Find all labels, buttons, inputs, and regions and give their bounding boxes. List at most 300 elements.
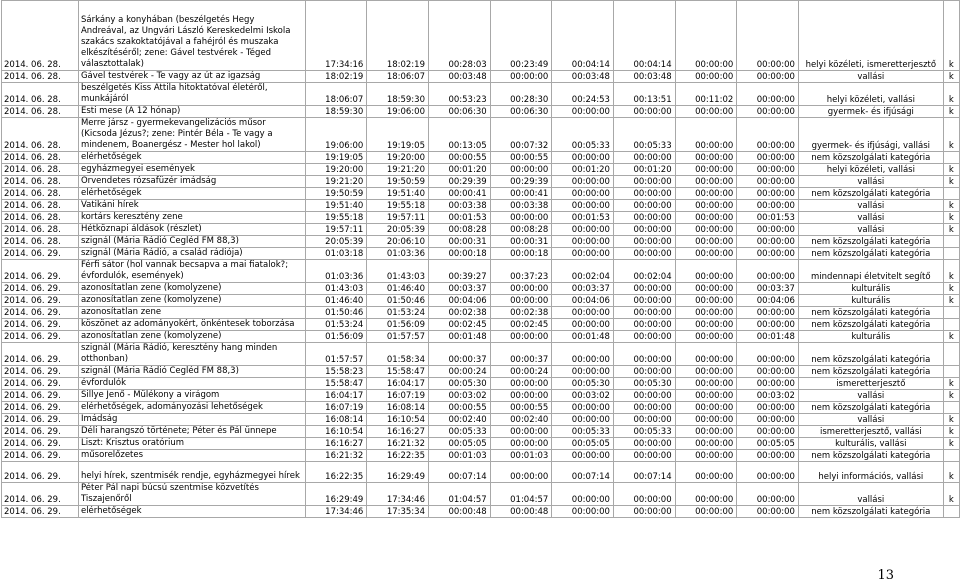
row-time-col4: 00:00:00: [675, 283, 737, 295]
row-time-col4: 00:00:00: [675, 390, 737, 402]
row-time-col3: 00:00:00: [613, 152, 675, 164]
row-time-col5: 00:00:00: [737, 188, 799, 200]
row-time-col1: 00:08:28: [490, 224, 552, 236]
row-time-col3: 00:00:00: [613, 188, 675, 200]
row-time-col3: 00:00:00: [613, 331, 675, 343]
row-date: 2014. 06. 29.: [2, 438, 79, 450]
row-k-flag: [943, 152, 959, 164]
row-category: helyi közéleti, vallási: [798, 83, 943, 106]
table-row: [2, 1, 960, 71]
row-time-col3: 00:00:00: [613, 283, 675, 295]
row-title: szignál (Mária Rádió Cegléd FM 88,3): [78, 366, 305, 378]
table-row: [2, 343, 960, 366]
row-category: nem közszolgálati kategória: [798, 319, 943, 331]
row-duration: 00:01:20: [429, 164, 491, 176]
row-k-flag: k: [943, 283, 959, 295]
row-title: műsorelőzetes: [78, 450, 305, 462]
row-title: helyi hírek, szentmisék rendje, egyházmegyei hírek: [78, 462, 305, 483]
row-end-time: 17:35:34: [367, 506, 429, 518]
row-time-col1: 00:02:45: [490, 319, 552, 331]
row-time-col5: 00:01:48: [737, 331, 799, 343]
row-time-col5: 00:04:06: [737, 295, 799, 307]
table-row: [2, 164, 960, 176]
row-date: 2014. 06. 28.: [2, 118, 79, 152]
row-k-flag: k: [943, 438, 959, 450]
row-date: 2014. 06. 28.: [2, 106, 79, 118]
row-title: azonosítatlan zene (komolyzene): [78, 283, 305, 295]
row-time-col1: 00:29:39: [490, 176, 552, 188]
row-category: helyi közéleti, vallási: [798, 164, 943, 176]
row-date: 2014. 06. 29.: [2, 343, 79, 366]
row-category: vallási: [798, 212, 943, 224]
row-end-time: 16:07:19: [367, 390, 429, 402]
row-time-col4: 00:00:00: [675, 402, 737, 414]
row-time-col2: 00:00:00: [552, 402, 614, 414]
row-time-col1: 00:02:40: [490, 414, 552, 426]
row-time-col2: 00:00:00: [552, 224, 614, 236]
row-end-time: 01:46:40: [367, 283, 429, 295]
row-start-time: 18:06:07: [305, 83, 367, 106]
row-time-col1: 00:00:55: [490, 402, 552, 414]
row-k-flag: k: [943, 331, 959, 343]
row-date: 2014. 06. 29.: [2, 378, 79, 390]
row-duration: 00:13:05: [429, 118, 491, 152]
row-duration: 00:28:03: [429, 1, 491, 71]
row-duration: 00:01:03: [429, 450, 491, 462]
row-time-col1: 00:00:00: [490, 295, 552, 307]
row-time-col3: 00:00:00: [613, 319, 675, 331]
row-start-time: 16:16:27: [305, 438, 367, 450]
row-time-col1: 00:00:41: [490, 188, 552, 200]
row-time-col3: 00:00:00: [613, 402, 675, 414]
row-duration: 00:08:28: [429, 224, 491, 236]
row-time-col4: 00:00:00: [675, 118, 737, 152]
row-start-time: 16:08:14: [305, 414, 367, 426]
row-duration: 00:01:53: [429, 212, 491, 224]
row-time-col4: 00:00:00: [675, 343, 737, 366]
row-time-col5: 00:00:00: [737, 164, 799, 176]
row-duration: 00:03:48: [429, 71, 491, 83]
row-duration: 00:02:40: [429, 414, 491, 426]
row-duration: 00:05:05: [429, 438, 491, 450]
row-time-col2: 00:05:33: [552, 118, 614, 152]
row-time-col4: 00:00:00: [675, 366, 737, 378]
row-title: Sillye Jenő - Mülékony a virágom: [78, 390, 305, 402]
row-start-time: 18:59:30: [305, 106, 367, 118]
table-row: [2, 106, 960, 118]
row-start-time: 16:29:49: [305, 483, 367, 506]
row-k-flag: k: [943, 176, 959, 188]
row-k-flag: k: [943, 414, 959, 426]
row-k-flag: k: [943, 1, 959, 71]
row-time-col1: 00:03:38: [490, 200, 552, 212]
row-title: azonosítatlan zene (komolyzene): [78, 331, 305, 343]
row-category: nem közszolgálati kategória: [798, 248, 943, 260]
row-title: Sárkány a konyhában (beszélgetés Hegy Andreával, az Ungvári László Kereskedelmi Iskola szakács szakoktatójával a fahéjról és muszaka elkészítéséről; zene: Gável testvérek - Téged választottalak): [78, 1, 305, 71]
row-title: szignál (Mária Rádió, a család rádiója): [78, 248, 305, 260]
row-start-time: 01:43:03: [305, 283, 367, 295]
row-time-col3: 00:00:00: [613, 438, 675, 450]
row-date: 2014. 06. 29.: [2, 390, 79, 402]
row-duration: 00:07:14: [429, 462, 491, 483]
row-time-col1: 00:00:00: [490, 331, 552, 343]
row-end-time: 19:21:20: [367, 164, 429, 176]
row-duration: 00:02:45: [429, 319, 491, 331]
row-time-col3: 00:00:00: [613, 307, 675, 319]
row-category: vallási: [798, 200, 943, 212]
row-end-time: 01:03:36: [367, 248, 429, 260]
row-time-col2: 00:01:20: [552, 164, 614, 176]
row-time-col4: 00:00:00: [675, 152, 737, 164]
row-time-col3: 00:00:00: [613, 200, 675, 212]
row-time-col2: 00:04:06: [552, 295, 614, 307]
table-row: [2, 295, 960, 307]
row-time-col5: 00:00:00: [737, 118, 799, 152]
table-row: [2, 414, 960, 426]
row-time-col1: 00:00:00: [490, 390, 552, 402]
row-start-time: 19:19:05: [305, 152, 367, 164]
row-time-col4: 00:00:00: [675, 248, 737, 260]
row-time-col3: 00:05:30: [613, 378, 675, 390]
row-end-time: 16:04:17: [367, 378, 429, 390]
row-title: beszélgetés Kiss Attila hitoktatóval életéről, munkájáról: [78, 83, 305, 106]
row-date: 2014. 06. 29.: [2, 260, 79, 283]
row-date: 2014. 06. 28.: [2, 83, 79, 106]
row-start-time: 01:56:09: [305, 331, 367, 343]
row-k-flag: [943, 402, 959, 414]
table-row: [2, 224, 960, 236]
row-time-col2: 00:00:00: [552, 200, 614, 212]
row-k-flag: k: [943, 426, 959, 438]
row-end-time: 19:20:00: [367, 152, 429, 164]
row-time-col2: 00:03:02: [552, 390, 614, 402]
row-time-col5: 00:03:02: [737, 390, 799, 402]
row-duration: 00:03:02: [429, 390, 491, 402]
table-row: [2, 248, 960, 260]
row-time-col1: 00:00:00: [490, 438, 552, 450]
row-time-col2: 00:00:00: [552, 483, 614, 506]
row-time-col2: 00:00:00: [552, 319, 614, 331]
row-time-col4: 00:00:00: [675, 200, 737, 212]
row-category: vallási: [798, 176, 943, 188]
row-time-col1: 00:00:18: [490, 248, 552, 260]
table-row: [2, 260, 960, 283]
row-time-col1: 00:00:00: [490, 462, 552, 483]
row-time-col5: 00:00:00: [737, 414, 799, 426]
row-time-col2: 00:02:04: [552, 260, 614, 283]
row-time-col5: 00:03:37: [737, 283, 799, 295]
row-title: Férfi sátor (hol vannak becsapva a mai fiatalok?; évfordulók, események): [78, 260, 305, 283]
row-time-col1: 00:01:03: [490, 450, 552, 462]
row-end-time: 20:05:39: [367, 224, 429, 236]
table-row: [2, 366, 960, 378]
row-time-col3: 00:02:04: [613, 260, 675, 283]
row-time-col4: 00:00:00: [675, 164, 737, 176]
row-date: 2014. 06. 29.: [2, 307, 79, 319]
row-date: 2014. 06. 28.: [2, 152, 79, 164]
row-start-time: 19:50:59: [305, 188, 367, 200]
row-duration: 00:00:48: [429, 506, 491, 518]
row-k-flag: [943, 236, 959, 248]
row-time-col2: 00:00:00: [552, 248, 614, 260]
row-start-time: 19:21:20: [305, 176, 367, 188]
row-time-col2: 00:03:48: [552, 71, 614, 83]
row-time-col3: 00:00:00: [613, 212, 675, 224]
row-category: kulturális: [798, 283, 943, 295]
row-start-time: 18:02:19: [305, 71, 367, 83]
row-duration: 00:00:55: [429, 152, 491, 164]
row-end-time: 18:59:30: [367, 83, 429, 106]
row-time-col5: 00:00:00: [737, 426, 799, 438]
row-category: gyermek- és ifjúsági, vallási: [798, 118, 943, 152]
row-category: nem közszolgálati kategória: [798, 188, 943, 200]
row-time-col2: 00:24:53: [552, 83, 614, 106]
row-k-flag: [943, 450, 959, 462]
row-start-time: 19:20:00: [305, 164, 367, 176]
row-duration: 00:00:41: [429, 188, 491, 200]
row-time-col3: 00:05:33: [613, 426, 675, 438]
row-time-col5: 00:00:00: [737, 307, 799, 319]
row-end-time: 16:22:35: [367, 450, 429, 462]
row-end-time: 19:06:00: [367, 106, 429, 118]
row-title: Imádság: [78, 414, 305, 426]
row-title: Liszt: Krisztus oratórium: [78, 438, 305, 450]
row-date: 2014. 06. 29.: [2, 462, 79, 483]
row-start-time: 16:04:17: [305, 390, 367, 402]
row-start-time: 16:22:35: [305, 462, 367, 483]
table-row: [2, 236, 960, 248]
row-time-col5: 00:05:05: [737, 438, 799, 450]
row-k-flag: k: [943, 378, 959, 390]
row-time-col4: 00:00:00: [675, 212, 737, 224]
row-title: Péter Pál napi búcsú szentmise közvetítés Tiszajenőről: [78, 483, 305, 506]
row-time-col4: 00:00:00: [675, 450, 737, 462]
table-row: [2, 462, 960, 483]
row-time-col5: 00:00:00: [737, 483, 799, 506]
row-time-col3: 00:00:00: [613, 450, 675, 462]
table-row: [2, 331, 960, 343]
row-date: 2014. 06. 28.: [2, 71, 79, 83]
row-duration: 00:00:55: [429, 402, 491, 414]
row-time-col3: 00:00:00: [613, 236, 675, 248]
row-end-time: 16:21:32: [367, 438, 429, 450]
row-k-flag: [943, 188, 959, 200]
row-category: vallási: [798, 483, 943, 506]
row-time-col5: 00:00:00: [737, 224, 799, 236]
row-title: Esti mese (A 12 hónap): [78, 106, 305, 118]
row-title: azonosítatlan zene (komolyzene): [78, 295, 305, 307]
row-time-col3: 00:00:00: [613, 390, 675, 402]
table-row: [2, 438, 960, 450]
row-time-col1: 00:06:30: [490, 106, 552, 118]
row-date: 2014. 06. 28.: [2, 188, 79, 200]
row-date: 2014. 06. 29.: [2, 319, 79, 331]
row-time-col4: 00:00:00: [675, 331, 737, 343]
row-time-col4: 00:00:00: [675, 1, 737, 71]
row-k-flag: k: [943, 164, 959, 176]
row-date: 2014. 06. 28.: [2, 200, 79, 212]
row-title: elérhetőségek: [78, 188, 305, 200]
row-end-time: 01:58:34: [367, 343, 429, 366]
row-date: 2014. 06. 29.: [2, 426, 79, 438]
row-time-col2: 00:05:05: [552, 438, 614, 450]
row-time-col4: 00:00:00: [675, 260, 737, 283]
table-row: [2, 83, 960, 106]
row-end-time: 19:50:59: [367, 176, 429, 188]
row-k-flag: [943, 307, 959, 319]
row-time-col2: 00:03:37: [552, 283, 614, 295]
row-time-col4: 00:00:00: [675, 307, 737, 319]
row-title: Déli harangszó története; Péter és Pál ünnepe: [78, 426, 305, 438]
row-category: mindennapi életvitelt segítő: [798, 260, 943, 283]
row-time-col5: 00:00:00: [737, 71, 799, 83]
row-time-col4: 00:11:02: [675, 83, 737, 106]
row-time-col1: 00:00:00: [490, 212, 552, 224]
row-title: szignál (Mária Rádió, keresztény hang minden otthonban): [78, 343, 305, 366]
row-date: 2014. 06. 29.: [2, 366, 79, 378]
row-k-flag: k: [943, 483, 959, 506]
table-row: [2, 176, 960, 188]
row-time-col5: 00:00:00: [737, 402, 799, 414]
row-title: Hétköznapi áldások (részlet): [78, 224, 305, 236]
row-time-col3: 00:05:33: [613, 118, 675, 152]
row-duration: 00:06:30: [429, 106, 491, 118]
row-time-col5: 00:00:00: [737, 248, 799, 260]
row-time-col1: 00:00:37: [490, 343, 552, 366]
row-time-col2: 00:00:00: [552, 506, 614, 518]
row-duration: 00:00:24: [429, 366, 491, 378]
row-time-col4: 00:00:00: [675, 224, 737, 236]
row-time-col4: 00:00:00: [675, 506, 737, 518]
page-number: 13: [877, 568, 894, 583]
row-category: nem közszolgálati kategória: [798, 307, 943, 319]
row-start-time: 16:07:19: [305, 402, 367, 414]
row-duration: 00:05:30: [429, 378, 491, 390]
table-row: [2, 402, 960, 414]
row-duration: 00:53:23: [429, 83, 491, 106]
row-time-col3: 00:00:00: [613, 295, 675, 307]
row-time-col4: 00:00:00: [675, 236, 737, 248]
row-k-flag: [943, 506, 959, 518]
row-time-col4: 00:00:00: [675, 295, 737, 307]
row-end-time: 15:58:47: [367, 366, 429, 378]
row-time-col2: 00:00:00: [552, 343, 614, 366]
row-category: nem közszolgálati kategória: [798, 343, 943, 366]
row-category: vallási: [798, 414, 943, 426]
row-category: kulturális: [798, 295, 943, 307]
row-date: 2014. 06. 29.: [2, 450, 79, 462]
row-end-time: 18:02:19: [367, 1, 429, 71]
row-time-col2: 00:00:00: [552, 106, 614, 118]
row-date: 2014. 06. 28.: [2, 1, 79, 71]
row-date: 2014. 06. 28.: [2, 212, 79, 224]
table-row: [2, 212, 960, 224]
row-time-col4: 00:00:00: [675, 438, 737, 450]
row-time-col2: 00:00:00: [552, 414, 614, 426]
row-title: elérhetőségek: [78, 506, 305, 518]
row-category: vallási: [798, 390, 943, 402]
row-end-time: 16:10:54: [367, 414, 429, 426]
table-row: [2, 483, 960, 506]
row-end-time: 19:55:18: [367, 200, 429, 212]
row-time-col2: 00:00:00: [552, 188, 614, 200]
row-time-col1: 00:00:00: [490, 164, 552, 176]
row-k-flag: [943, 248, 959, 260]
row-end-time: 01:57:57: [367, 331, 429, 343]
row-end-time: 01:43:03: [367, 260, 429, 283]
row-duration: 00:02:38: [429, 307, 491, 319]
row-category: nem közszolgálati kategória: [798, 402, 943, 414]
row-title: Gável testvérek - Te vagy az út az igazság: [78, 71, 305, 83]
row-title: évfordulók: [78, 378, 305, 390]
row-duration: 01:04:57: [429, 483, 491, 506]
row-time-col4: 00:00:00: [675, 378, 737, 390]
row-k-flag: [943, 343, 959, 366]
row-time-col1: 00:23:49: [490, 1, 552, 71]
row-start-time: 16:21:32: [305, 450, 367, 462]
row-time-col5: 00:00:00: [737, 366, 799, 378]
row-title: azonosítatlan zene: [78, 307, 305, 319]
row-time-col5: 00:00:00: [737, 319, 799, 331]
row-title: Vatikáni hírek: [78, 200, 305, 212]
row-time-col1: 00:00:55: [490, 152, 552, 164]
row-time-col1: 00:00:48: [490, 506, 552, 518]
row-time-col5: 00:00:00: [737, 176, 799, 188]
row-time-col1: 00:02:38: [490, 307, 552, 319]
row-end-time: 01:50:46: [367, 295, 429, 307]
row-start-time: 01:46:40: [305, 295, 367, 307]
row-date: 2014. 06. 28.: [2, 176, 79, 188]
row-time-col3: 00:07:14: [613, 462, 675, 483]
row-time-col3: 00:00:00: [613, 343, 675, 366]
row-category: ismeretterjesztő, vallási: [798, 426, 943, 438]
row-time-col3: 00:00:00: [613, 506, 675, 518]
row-duration: 00:00:18: [429, 248, 491, 260]
row-category: ismeretterjesztő: [798, 378, 943, 390]
row-category: vallási: [798, 71, 943, 83]
row-date: 2014. 06. 29.: [2, 331, 79, 343]
row-time-col5: 00:01:53: [737, 212, 799, 224]
row-time-col2: 00:00:00: [552, 450, 614, 462]
row-time-col4: 00:00:00: [675, 462, 737, 483]
row-time-col1: 00:28:30: [490, 83, 552, 106]
row-time-col4: 00:00:00: [675, 319, 737, 331]
row-start-time: 16:10:54: [305, 426, 367, 438]
row-date: 2014. 06. 29.: [2, 248, 79, 260]
row-k-flag: k: [943, 295, 959, 307]
row-end-time: 17:34:46: [367, 483, 429, 506]
row-k-flag: k: [943, 118, 959, 152]
row-time-col2: 00:01:53: [552, 212, 614, 224]
row-k-flag: k: [943, 224, 959, 236]
row-start-time: 17:34:16: [305, 1, 367, 71]
row-k-flag: k: [943, 260, 959, 283]
row-duration: 00:00:37: [429, 343, 491, 366]
row-end-time: 16:08:14: [367, 402, 429, 414]
row-time-col3: 00:01:20: [613, 164, 675, 176]
row-time-col2: 00:00:00: [552, 152, 614, 164]
row-start-time: 01:50:46: [305, 307, 367, 319]
row-time-col2: 00:00:00: [552, 236, 614, 248]
row-duration: 00:39:27: [429, 260, 491, 283]
row-date: 2014. 06. 29.: [2, 283, 79, 295]
row-start-time: 01:57:57: [305, 343, 367, 366]
row-category: nem közszolgálati kategória: [798, 152, 943, 164]
broadcast-log-table: [1, 0, 960, 518]
row-time-col5: 00:00:00: [737, 462, 799, 483]
row-time-col5: 00:00:00: [737, 260, 799, 283]
row-k-flag: [943, 319, 959, 331]
